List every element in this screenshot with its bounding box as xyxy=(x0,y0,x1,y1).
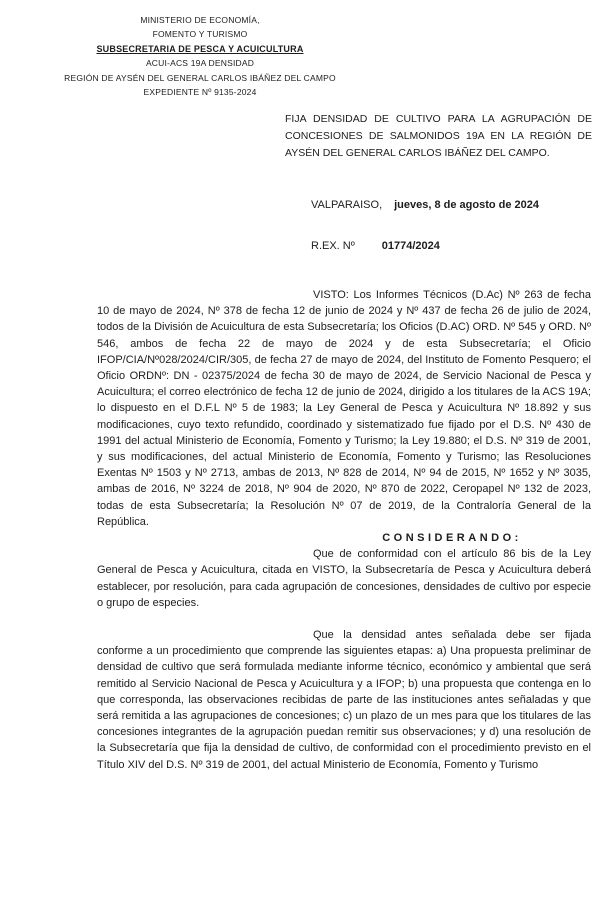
letterhead-subsecretaria: SUBSECRETARIA DE PESCA Y ACUICULTURA xyxy=(96,43,304,54)
dateline-city: VALPARAISO, xyxy=(311,199,383,211)
letterhead-ministry-line1: MINISTERIO DE ECONOMÍA, xyxy=(140,15,260,25)
visto-paragraph: VISTO: Los Informes Técnicos (D.Ac) Nº 263 de fecha 10 de mayo de 2024, Nº 378 de fecha 12 de junio de 2024 y Nº 437 de fecha 26 de julio de 2024, todos de la División de Acuicultura de esta Subsecretaría; los Oficios (D.AC) ORD. Nº 545 y ORD. Nº 546, ambos de fecha 22 de mayo de 2024 y de esta Subsecretaría; el Oficio IFOP/CIA/Nº028/2024/CIR/305, de fecha 27 de mayo de 2024, del Instituto de Fomento Pesquero; el Oficio ORDNº: DN - 02375/2024 de fecha 30 de mayo de 2024, de Servicio Nacional de Pesca y Acuicultura; el correo electrónico de fecha 12 de junio de 2024, dirigido a los titulares de la ACS 19A; lo dispuesto en el D.F.L Nº 5 de 1983; la Ley General de Pesca y Acuicultura Nº 18.892 y sus modificaciones, cuyo texto refundido, coordinado y sistematizado fue fijado por el D.S. Nº 430 de 1991 del actual Ministerio de Economía, Fomento y Turismo; la Ley 19.880; el D.S. Nº 319 de 2001, y sus modificaciones, del actual Ministerio de Economía, Fomento y Turismo; las Resoluciones Exentas Nº 1503 y Nº 2713, ambas de 2013, Nº 828 de 2014, Nº 94 de 2015, Nº 1652 y Nº 3035, ambas de 2016, Nº 3224 de 2018, Nº 904 de 2020, Nº 870 de 2022, Ceropapel Nº 132 de 2023, todas de esta Subsecretaría; la Resolución Nº 07 de 2019, de la Contraloría General de la República. xyxy=(97,289,591,528)
letterhead xyxy=(28,13,372,99)
resolution-number-label: R.EX. Nº xyxy=(311,240,355,252)
dateline xyxy=(311,199,539,211)
resolution-number-line xyxy=(311,240,440,252)
letterhead-expediente: EXPEDIENTE Nº 9135-2024 xyxy=(143,87,257,98)
document-title: FIJA DENSIDAD DE CULTIVO PARA LA AGRUPACIÓN DE CONCESIONES DE SALMONIDOS 19A EN LA REGIÓN DE AYSÉN DEL GENERAL CARLOS IBÁÑEZ DEL CAMPO. xyxy=(285,113,592,159)
document-body xyxy=(97,287,591,773)
considerando-paragraph-2: Que la densidad antes señalada debe ser fijada conforme a un procedimiento que comprende las siguientes etapas: a) Una propuesta preliminar de densidad de cultivo que será formulada mediante informe técnico, económico y ambiental que será remitido al Servicio Nacional de Pesca y Acuicultura y a IFOP; b) una propuesta que contenga en lo que corresponda, las observaciones recibidas de parte de las instituciones antes señaladas y que será remitida a las agrupaciones de concesiones; c) un plazo de un mes para que los titulares de las concesiones integrantes de la agrupación puedan remitir sus observaciones; y d) una resolución de la Subsecretaría que fija la densidad de cultivo, de conformidad con el procedimiento previsto en el Título XIV del D.S. Nº 319 de 2001, del actual Ministerio de Economía, Fomento y Turismo xyxy=(97,629,591,771)
letterhead-ministry-line2: FOMENTO Y TURISMO xyxy=(152,29,248,40)
considerando-heading: CONSIDERANDO: xyxy=(382,532,522,545)
dateline-date: jueves, 8 de agosto de 2024 xyxy=(394,199,540,211)
letterhead-unit: ACUI-ACS 19A DENSIDAD xyxy=(145,58,255,69)
letterhead-region: REGIÓN DE AYSÉN DEL GENERAL CARLOS IBÁÑEZ DEL CAMPO xyxy=(64,72,336,83)
considerando-paragraph-1: Que de conformidad con el artículo 86 bis de la Ley General de Pesca y Acuicultura, citada en VISTO, la Subsecretaría de Pesca y Acuicultura deberá establecer, por resolución, para cada agrupación de concesiones, densidades de cultivo por especie o grupo de especies. xyxy=(97,548,591,609)
resolution-number-value: 01774/2024 xyxy=(381,240,440,252)
